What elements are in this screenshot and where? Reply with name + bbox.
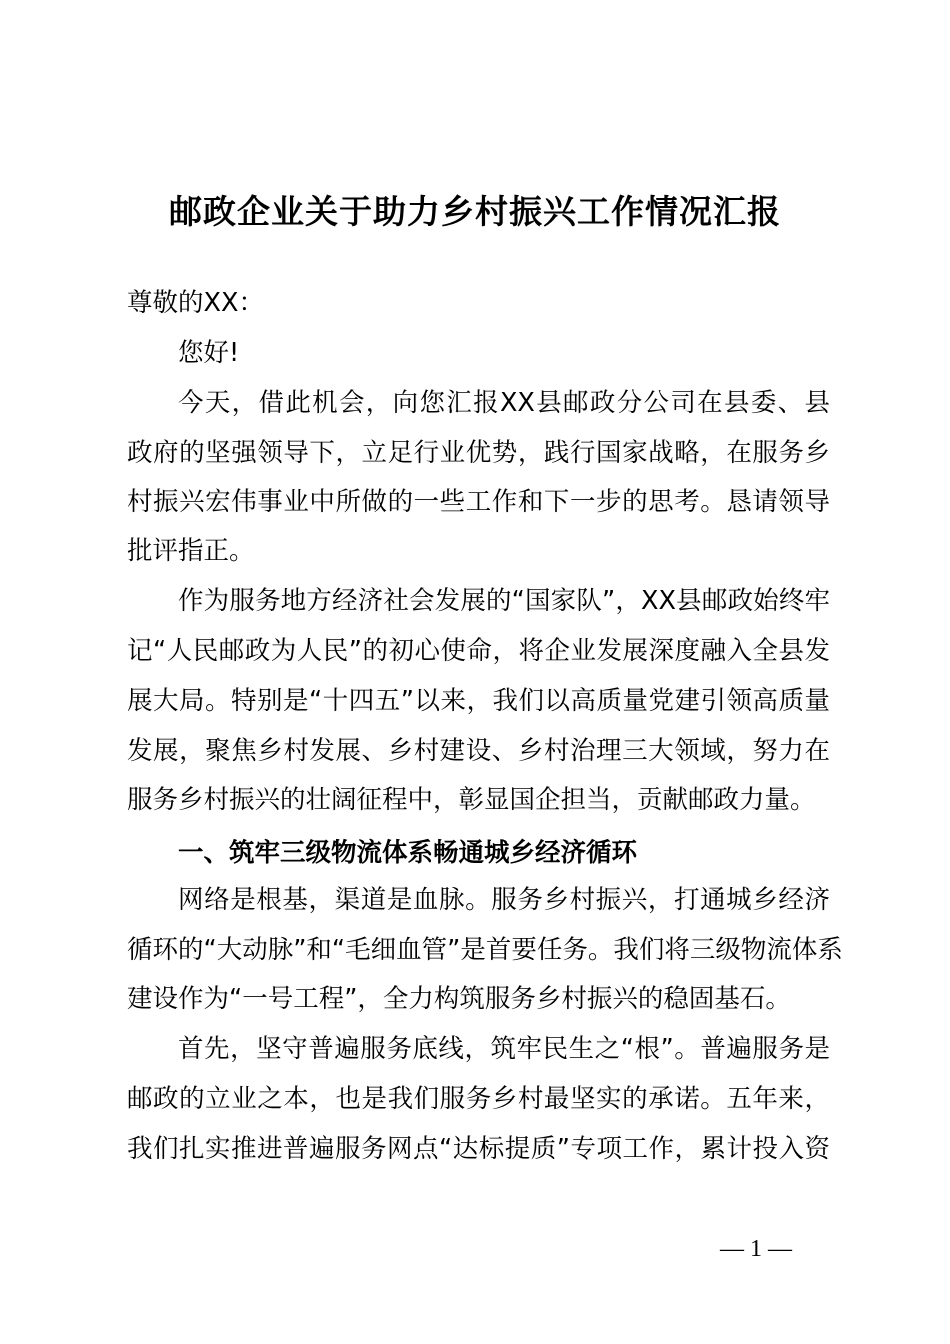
paragraph-line: 我们扎实推进普遍服务网点“达标提质”专项工作，累计投入资 bbox=[127, 1134, 830, 1164]
paragraph-line: 展大局。特别是“十四五”以来，我们以高质量党建引领高质量 bbox=[127, 686, 830, 716]
page-number: — 1 — bbox=[720, 1236, 792, 1262]
paragraph-line: 发展，聚焦乡村发展、乡村建设、乡村治理三大领域，努力在 bbox=[127, 736, 830, 766]
paragraph-line: 今天，借此机会，向您汇报XX县邮政分公司在县委、县 bbox=[178, 388, 830, 418]
paragraph-line: 循环的“大动脉”和“毛细血管”是首要任务。我们将三级物流体系 bbox=[127, 935, 843, 965]
paragraph-line: 服务乡村振兴的壮阔征程中，彰显国企担当，贡献邮政力量。 bbox=[127, 785, 816, 815]
paragraph-line: 首先，坚守普遍服务底线，筑牢民生之“根”。普遍服务是 bbox=[178, 1034, 830, 1064]
paragraph-line: 作为服务地方经济社会发展的“国家队”，XX县邮政始终牢 bbox=[178, 586, 830, 616]
paragraph-line: 政府的坚强领导下，立足行业优势，践行国家战略，在服务乡 bbox=[127, 438, 830, 468]
greeting: 您好! bbox=[178, 338, 240, 368]
paragraph-line: 村振兴宏伟事业中所做的一些工作和下一步的思考。恳请领导 bbox=[127, 487, 830, 517]
paragraph-line: 记“人民邮政为人民”的初心使命，将企业发展深度融入全县发 bbox=[127, 636, 830, 666]
section-heading: 一、筑牢三级物流体系畅通城乡经济循环 bbox=[178, 838, 638, 868]
salutation: 尊敬的XX： bbox=[127, 288, 264, 318]
document-title: 邮政企业关于助力乡村振兴工作情况汇报 bbox=[169, 192, 781, 231]
paragraph-line: 邮政的立业之本，也是我们服务乡村最坚实的承诺。五年来， bbox=[127, 1084, 830, 1114]
paragraph-line: 批评指正。 bbox=[127, 536, 255, 566]
paragraph-line: 网络是根基，渠道是血脉。服务乡村振兴，打通城乡经济 bbox=[178, 885, 830, 915]
paragraph-line: 建设作为“一号工程”，全力构筑服务乡村振兴的稳固基石。 bbox=[127, 984, 791, 1014]
